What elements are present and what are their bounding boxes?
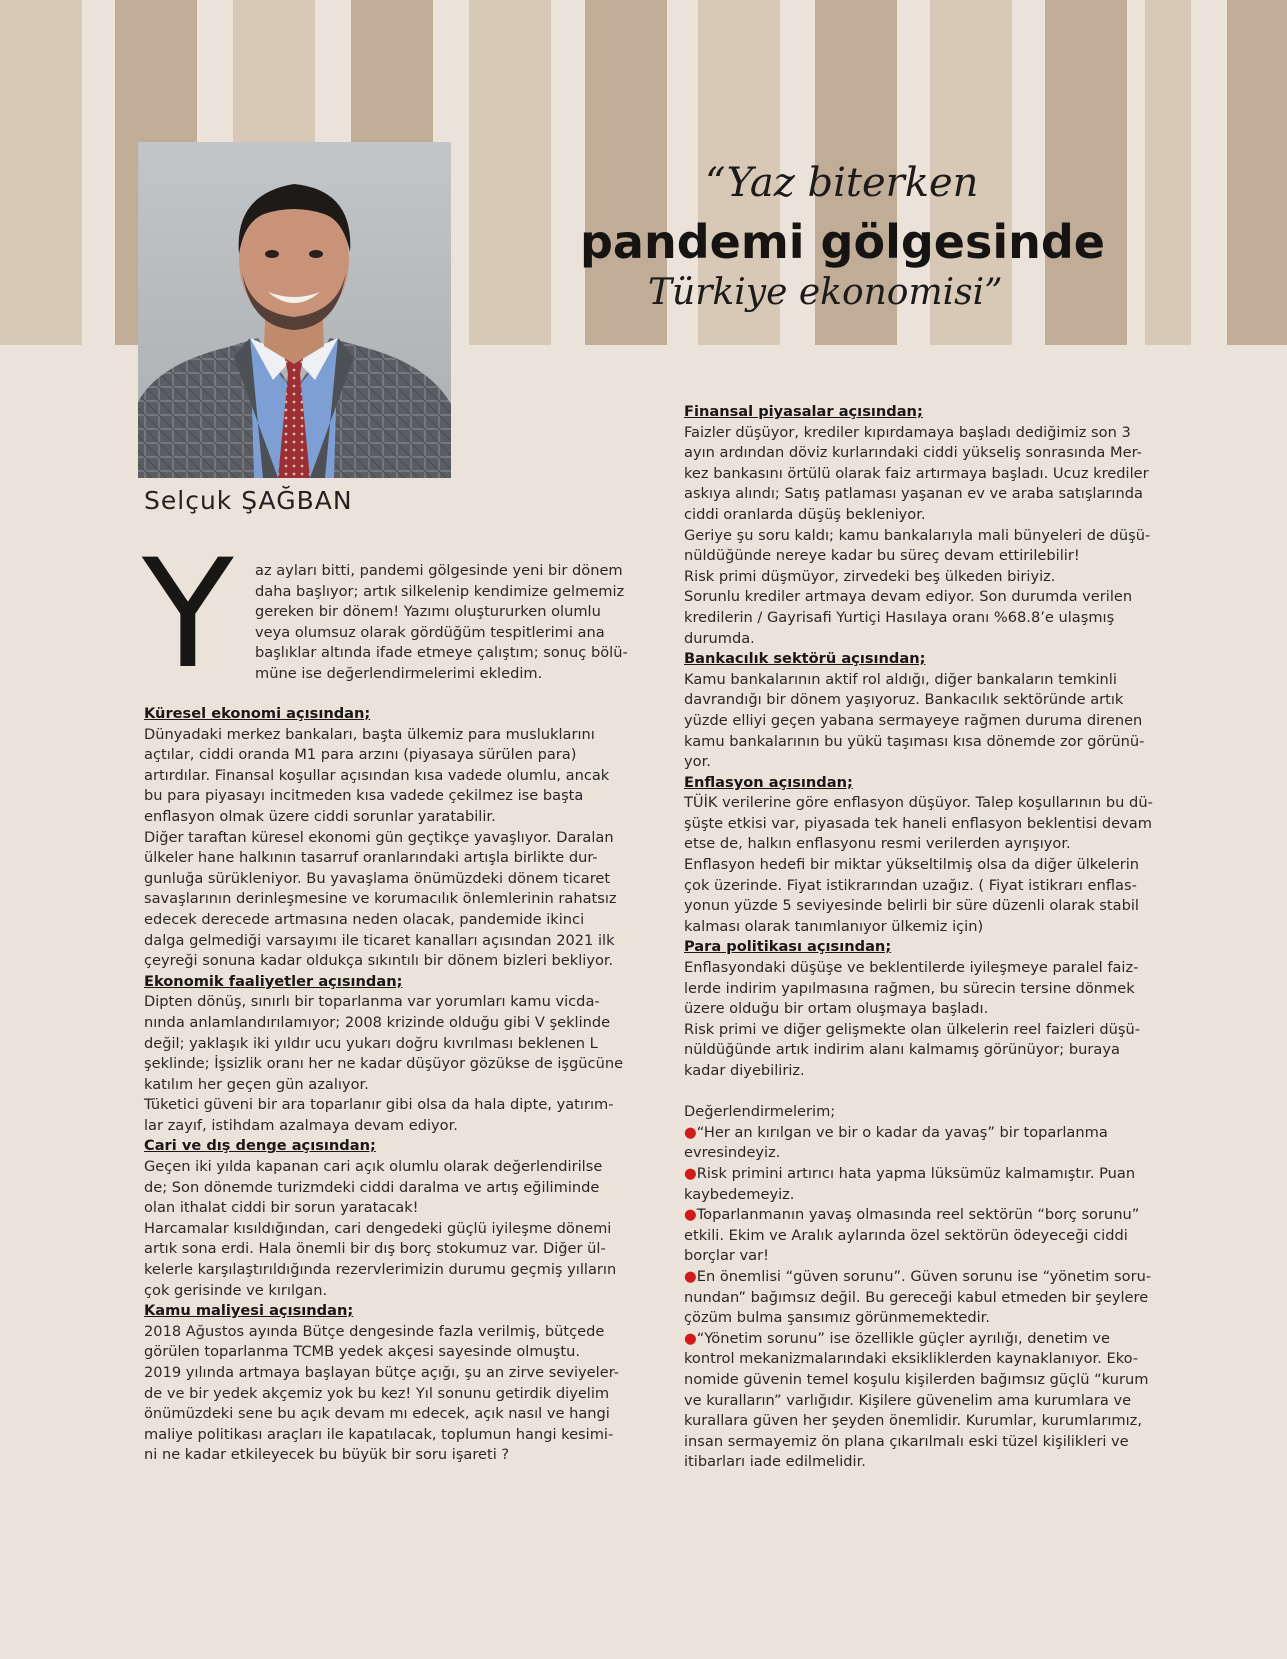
bullet-dot-icon: ● [684, 1164, 697, 1182]
text-line: Dipten dönüş, sınırlı bir toparlanma var yorumları kamu vicda- [144, 993, 600, 1011]
bullet-text: “Her an kırılgan ve bir o kadar da yavaş” bir toparlanma [696, 1123, 1108, 1141]
section-heading: Kamu maliyesi açısından; [144, 1302, 354, 1320]
text-line: kez bankasını örtülü olarak faiz artırmaya başladı. Ucuz krediler [684, 464, 1149, 482]
bullet-line [684, 1123, 1153, 1144]
text-line: maliye politikası araçları ile kapatılacak, toplumun hangi kesimi- [144, 1425, 614, 1443]
text-line: ni ne kadar etkileyecek bu büyük bir soru işareti ? [144, 1446, 510, 1464]
stripe [0, 0, 82, 345]
text-line: kredilerin / Gayrisafi Yurtiçi Hasılaya oranı %68.8’e ulaşmış [684, 608, 1115, 626]
author-name: Selçuk ŞAĞBAN [144, 486, 353, 515]
author-photo [138, 142, 451, 478]
text-line: ayın ardından döviz kurlarındaki ciddi yükseliş sonrasında Mer- [684, 444, 1142, 462]
section-heading: Finansal piyasalar açısından; [684, 403, 923, 420]
text-line: çok üzerinde. Fiyat istikrarından uzağız. ( Fiyat istikrarı enflas- [684, 876, 1137, 894]
bullet-text: En önemlisi “güven sorunu”. Güven sorunu ise “yönetim soru- [696, 1267, 1152, 1285]
intro-line: müne ise değerlendirmelerimi ekledim. [255, 664, 543, 682]
text-line: de ve bir yedek akçemiz yok bu kez! Yıl sonunu getirdik diyelim [144, 1384, 610, 1402]
text-line: enflasyon olmak üzere ciddi sorunlar yaratabilir. [144, 807, 496, 825]
text-line: çözüm bulma şansımız görünmemektedir. [684, 1309, 990, 1327]
left-column [144, 704, 623, 1466]
bullet-dot-icon: ● [684, 1329, 697, 1347]
text-line: bu para piyasayı incitmeden kısa vadede çekilmez ise başta [144, 787, 584, 805]
stripe [1145, 0, 1191, 345]
text-line: itibarları iade edilmelidir. [684, 1453, 866, 1471]
section-heading: Küresel ekonomi açısından; [144, 705, 371, 722]
text-line: davrandığı bir dönem yaşıyoruz. Bankacılık sektöründe artık [684, 691, 1124, 709]
text-line: savaşlarının derinleşmesine ve korumacılık önlemlerinin rahatsız [144, 890, 617, 908]
text-line: şeklinde; İşsizlik oranı her ne kadar düşüyor gözükse de işgücüne [144, 1055, 624, 1073]
text-line: edecek derecede artmasına neden olacak, pandemide ikinci [144, 910, 585, 928]
text-line: askıya alındı; Satış patlaması yaşanan ev ve araba satışlarında [684, 485, 1143, 503]
text-line: açtılar, ciddi oranda M1 para arzını (piyasaya sürülen para) [144, 746, 577, 764]
text-line: Dünyadaki merkez bankaları, başta ülkemiz para musluklarını [144, 725, 595, 743]
text-line: Risk primi ve diğer gelişmekte olan ülkelerin reel faizleri düşü- [684, 1020, 1140, 1038]
intro-line: başlıklar altında ifade etmeye çalıştım; sonuç bölü- [255, 644, 628, 662]
text-line: Risk primi düşmüyor, zirvedeki beş ülkeden biriyiz. [684, 567, 1056, 585]
intro-line: az ayları bitti, pandemi gölgesinde yeni bir dönem [255, 562, 623, 579]
text-line: artırdılar. Finansal koşullar açısından kısa vadede olumlu, ancak [144, 766, 610, 784]
text-line: ciddi oranlarda düşüş bekleniyor. [684, 505, 926, 523]
section-heading: Bankacılık sektörü açısından; [684, 650, 926, 668]
intro-line: daha başlıyor; artık silkelenip kendimize gelmemiz [255, 582, 625, 600]
bullet-line [684, 1205, 1153, 1226]
text-line: kamu bankalarının bu yükü taşıması kısa dönemde zor görünü- [684, 732, 1145, 750]
title-line-1: “Yaz biterken [705, 160, 979, 206]
text-line: kontrol mekanizmalarındaki eksikliklerden kaynaklanıyor. Eko- [684, 1350, 1139, 1368]
stripe [469, 0, 551, 345]
text-line: durumda. [684, 629, 755, 647]
text-line: önümüzdeki sene bu açık devam mı edecek, açık nasıl ve hangi [144, 1405, 610, 1423]
bullet-line [684, 1329, 1153, 1350]
text-line: üzere olduğu bir ortam oluşmaya başladı. [684, 1000, 989, 1018]
text-line: Enflasyon hedefi bir miktar yükseltilmiş olsa da diğer ülkelerin [684, 856, 1140, 874]
text-line: nında anlamlandırılamıyor; 2008 krizinde olduğu gibi V şeklinde [144, 1013, 611, 1031]
text-line: artık sona erdi. Hala önemli bir dış borç stokumuz var. Diğer ül- [144, 1240, 606, 1258]
text-line: nundan” bağımsız değil. Bu gereceği kabul etmeden bir şeylere [684, 1288, 1149, 1306]
text-line: çeyreği sonuna kadar oldukça sıkıntılı bir dönem bizleri bekliyor. [144, 952, 614, 970]
text-line: gunluğa sürükleniyor. Bu yavaşlama önümüzdeki dönem ticaret [144, 869, 611, 887]
bullet-text: Risk primini artırıcı hata yapma lüksümüz kalmamıştır. Puan [696, 1164, 1136, 1182]
text-line: etkili. Ekim ve Aralık aylarında özel sektörün ödeyeceği ciddi [684, 1226, 1128, 1244]
bullet-text: “Yönetim sorunu” ise özellikle güçler ayrılığı, denetim ve [696, 1329, 1110, 1347]
text-line: de; Son dönemde turizmdeki ciddi daralma ve artış eğiliminde [144, 1178, 600, 1196]
text-line: Faizler düşüyor, krediler kıpırdamaya başladı dediğimiz son 3 [684, 423, 1131, 441]
title-line-3: Türkiye ekonomisi” [648, 272, 1003, 313]
text-line: Geçen iki yılda kapanan cari açık olumlu olarak değerlendirilse [144, 1158, 603, 1176]
text-line: borçlar var! [684, 1247, 769, 1265]
bullet-dot-icon: ● [684, 1123, 697, 1141]
text-line: lerde indirim yapılmasına rağmen, bu sürecin tersine dönmek [684, 979, 1135, 997]
bullet-line [684, 1267, 1153, 1288]
text-line: lar zayıf, istihdam azalmaya devam ediyor. [144, 1116, 458, 1134]
text-line: dalga gelmediği varsayımı ile ticaret kanalları açısından 2021 ilk [144, 931, 615, 949]
section-heading: Ekonomik faaliyetler açısından; [144, 972, 403, 990]
text-line: nüldüğünde nereye kadar bu süreç devam ettirilebilir! [684, 547, 1080, 565]
stripe [1045, 0, 1127, 345]
text-line: Tüketici güveni bir ara toparlanır gibi olsa da hala dipte, yatırım- [144, 1096, 614, 1114]
stripe [1227, 0, 1287, 345]
text-line: olan ithalat ciddi bir sorun yaratacak! [144, 1199, 419, 1217]
bullet-dot-icon: ● [684, 1267, 697, 1285]
text-line: kadar diyebiliriz. [684, 1062, 805, 1079]
text-line: Geriye şu soru kaldı; kamu bankalarıyla mali bünyeleri de düşü- [684, 526, 1151, 544]
text-line: katılım her geçen gün azalıyor. [144, 1075, 369, 1093]
section-heading: Enflasyon açısından; [684, 773, 853, 791]
text-line: 2019 yılında artmaya başlayan bütçe açığı, şu an zirve seviyeler- [144, 1364, 620, 1381]
text-line: yonun yüzde 5 seviyesinde belirli bir süre düzenli olarak stabil [684, 897, 1139, 915]
text-line: Harcamalar kısıldığından, cari dengedeki güçlü iyileşme dönemi [144, 1219, 612, 1237]
text-line: nüldüğünde artık indirim alanı kalmamış görünüyor; buraya [684, 1041, 1120, 1059]
text-line: kelerle karşılaştırıldığında rezervlerimizin durumu geçmiş yılların [144, 1261, 617, 1279]
bullet-dot-icon: ● [684, 1206, 697, 1224]
text-line: evresindeyiz. [684, 1144, 781, 1162]
right-column [684, 402, 1153, 1473]
text-line: Diğer taraftan küresel ekonomi gün geçtikçe yavaşlıyor. Daralan [144, 828, 614, 846]
spacer [684, 1082, 1153, 1103]
text-line: ve kuralların” varlığıdır. Kişilere güvenelim ama kurumlara ve [684, 1391, 1132, 1409]
text-line: nomide güvenin temel koşulu kişilerden bağımsız güçlü “kurum [684, 1370, 1149, 1388]
title-line-2: pandemi gölgesinde [580, 215, 1106, 269]
intro-line: gereken bir dönem! Yazımı oluştururken olumlu [255, 603, 601, 621]
text-line: yüzde elliyi geçen yabana sermayeye rağmen duruma direnen [684, 711, 1143, 729]
drop-cap: Y [142, 528, 234, 702]
text-line: TÜİK verilerine göre enflasyon düşüyor. Talep koşullarının bu dü- [684, 794, 1153, 812]
text-line: yor. [684, 753, 711, 771]
bullet-text: Toparlanmanın yavaş olmasında reel sektörün “borç sorunu” [696, 1206, 1140, 1224]
section-heading: Para politikası açısından; [684, 938, 892, 956]
text-line: değil; yaklaşık iki yıldır ucu yukarı doğru kıvrılması beklenen L [144, 1034, 598, 1052]
text-line: Enflasyondaki düşüşe ve beklentilerde iyileşmeye paralel faiz- [684, 959, 1139, 977]
text-line: çok gerisinde ve kırılgan. [144, 1281, 328, 1299]
section-heading: Cari ve dış denge açısından; [144, 1137, 376, 1155]
text-line: ülkeler hane halkının tasarruf oranlarındaki artışla birlikte dur- [144, 849, 598, 867]
text-line: şüşte etkisi var, piyasada tek haneli enflasyon beklentisi devam [684, 814, 1152, 832]
intro-line: veya olumsuz olarak gördüğüm tespitlerimi ana [255, 623, 605, 641]
intro-paragraph [255, 561, 628, 685]
text-line: kalması olarak tanımlanıyor ülkemiz için) [684, 917, 984, 935]
text-line: Sorunlu krediler artmaya devam ediyor. Son durumda verilen [684, 588, 1133, 606]
text-line: kurallara güven her şeyden önemlidir. Kurumlar, kurumlarımız, [684, 1412, 1142, 1430]
text-line: görülen toparlanma TCMB yedek akçesi sayesinde olmuştu. [144, 1343, 581, 1361]
text-line: etse de, halkın enflasyonu resmi verilerden ayrışıyor. [684, 835, 1071, 853]
text-line: 2018 Ağustos ayında Bütçe dengesinde fazla verilmiş, bütçede [144, 1322, 605, 1340]
text-line: kaybedemeyiz. [684, 1185, 795, 1203]
text-line: Değerlendirmelerim; [684, 1103, 836, 1121]
text-line: insan sermayemiz ön plana çıkarılmalı eski tüzel kişilikleri ve [684, 1432, 1129, 1450]
bullet-line [684, 1164, 1153, 1185]
text-line: Kamu bankalarının aktif rol aldığı, diğer bankaların temkinli [684, 670, 1117, 688]
